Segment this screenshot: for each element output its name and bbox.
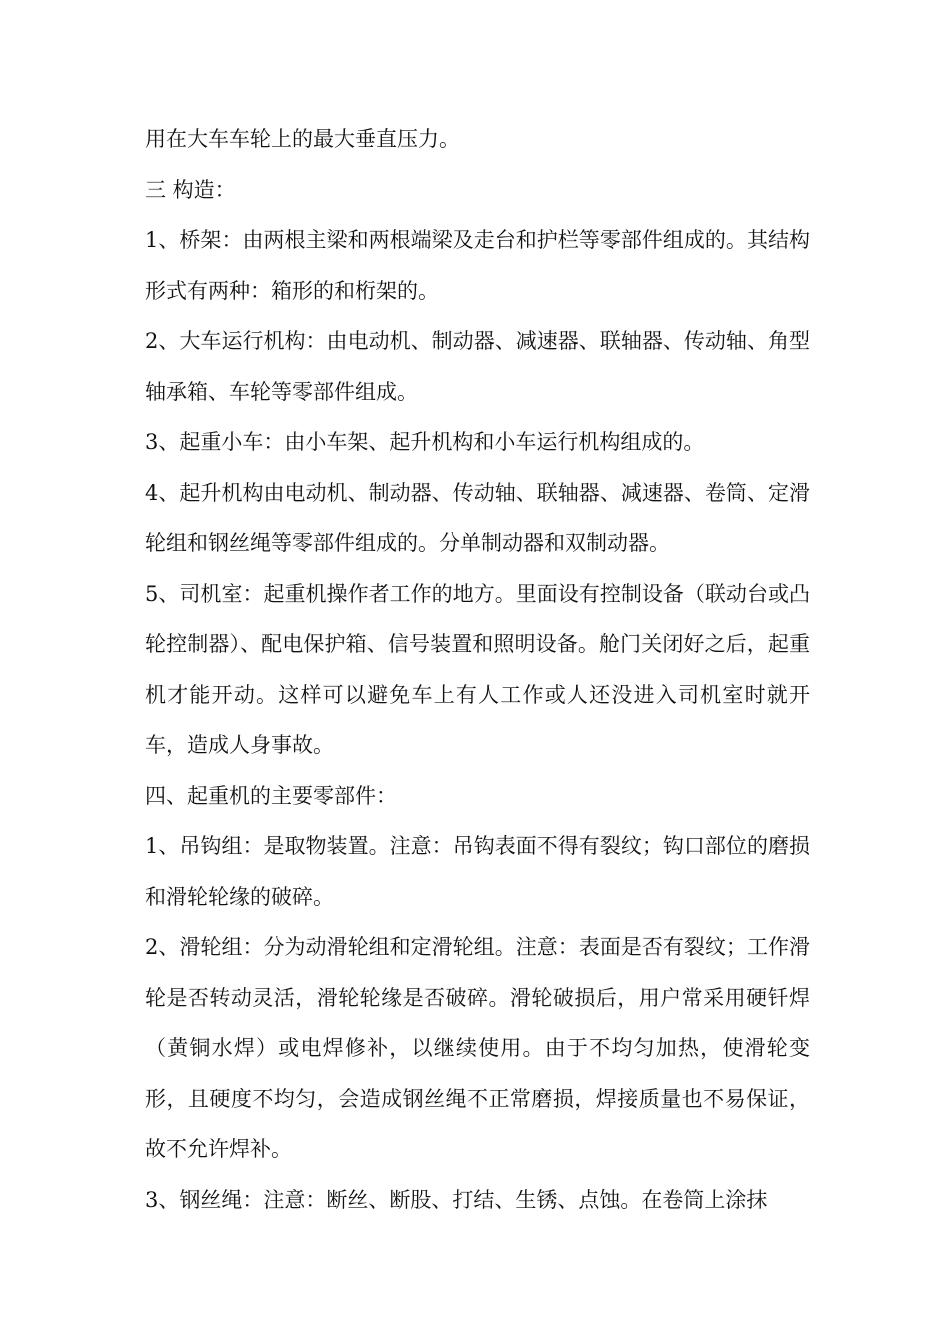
- paragraph-crane-travel-mechanism: 2、大车运行机构：由电动机、制动器、减速器、联轴器、传动轴、角型轴承箱、车轮等零部件组成。: [145, 329, 810, 404]
- paragraph-hook-group: 1、吊钩组：是取物装置。注意：吊钩表面不得有裂纹；钩口部位的磨损和滑轮轮缘的破碎。: [145, 834, 810, 909]
- section-heading-construction: 三 构造：: [145, 177, 236, 202]
- paragraph-wire-rope: 3、钢丝绳：注意：断丝、断股、打结、生锈、点蚀。在卷筒上涂抹: [145, 1187, 768, 1212]
- paragraph-operator-cab: 5、司机室：起重机操作者工作的地方。里面设有控制设备（联动台或凸轮控制器）、配电保护箱、信号装置和照明设备。舱门关闭好之后，起重机才能开动。这样可以避免车上有人工作或人还没进入司机室时就开车，造成人身事故。: [145, 581, 810, 757]
- paragraph-trolley: 3、起重小车：由小车架、起升机构和小车运行机构组成的。: [145, 430, 705, 454]
- paragraph-pulley-group: 2、滑轮组：分为动滑轮组和定滑轮组。注意：表面是否有裂纹；工作滑轮是否转动灵活，滑轮轮缘是否破碎。滑轮破损后，用户常采用硬钎焊（黄铜水焊）或电焊修补，以继续使用。由于不均匀加热，使滑轮变形，且硬度不均匀，会造成钢丝绳不正常磨损，焊接质量也不易保证，故不允许焊补。: [145, 935, 810, 1161]
- paragraph-continuation: 用在大车车轮上的最大垂直压力。: [145, 127, 460, 151]
- document-body: [145, 114, 810, 1225]
- section-heading-main-components: 四、起重机的主要零部件：: [145, 783, 397, 808]
- paragraph-bridge-frame: 1、桥架：由两根主梁和两根端梁及走台和护栏等零部件组成的。其结构形式有两种：箱形的和桁架的。: [145, 228, 810, 303]
- paragraph-hoisting-mechanism: 4、起升机构由电动机、制动器、传动轴、联轴器、减速器、卷筒、定滑轮组和钢丝绳等零部件组成的。分单制动器和双制动器。: [145, 480, 810, 555]
